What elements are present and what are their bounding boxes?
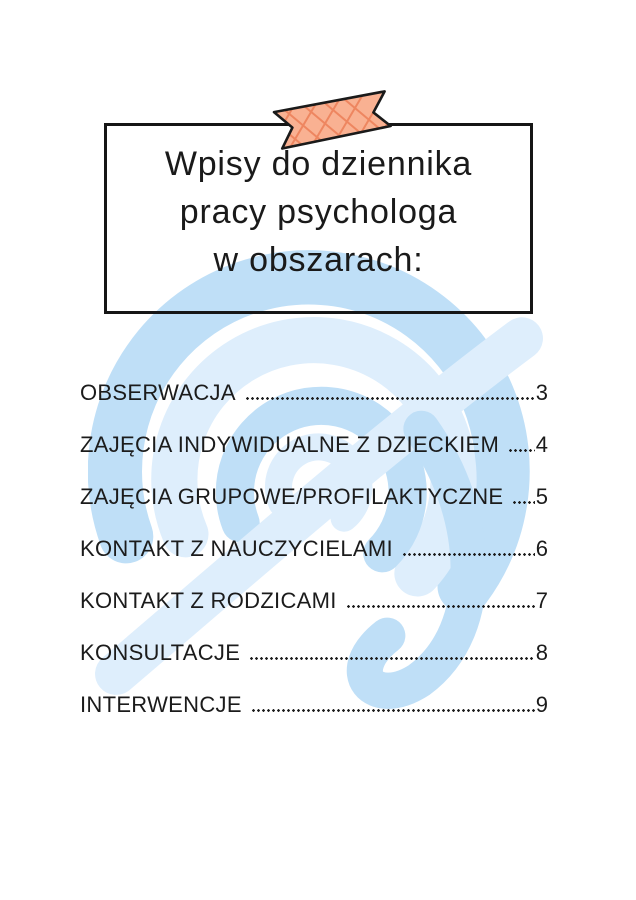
dot-leader xyxy=(249,655,535,662)
toc-entry xyxy=(80,692,548,718)
toc-entry xyxy=(80,380,548,406)
toc-entry xyxy=(80,432,548,458)
toc-entry-label: KONTAKT Z RODZICAMI xyxy=(80,588,337,613)
toc-entry-page-number: 4 xyxy=(535,432,548,457)
toc-entry-label: ZAJĘCIA INDYWIDUALNE Z DZIECKIEM xyxy=(80,432,500,457)
dot-leader xyxy=(245,395,535,402)
dot-leader xyxy=(251,707,535,714)
page-title-line-3: w obszarach: xyxy=(213,241,424,279)
toc-entry-page-number: 6 xyxy=(535,536,548,561)
toc-entry-page-number: 7 xyxy=(535,588,548,613)
page-title-line-1: Wpisy do dziennika xyxy=(164,145,473,183)
toc-entry-page-number: 8 xyxy=(535,640,548,665)
toc-entry-label: KONTAKT Z NAUCZYCIELAMI xyxy=(80,536,393,561)
dot-leader xyxy=(512,499,534,506)
toc-list xyxy=(80,380,548,744)
toc-entry xyxy=(80,640,548,666)
toc-entry-label: ZAJĘCIA GRUPOWE/PROFILAKTYCZNE xyxy=(80,484,504,509)
title-card xyxy=(104,123,533,314)
page-title-line-2: pracy psychologa xyxy=(179,193,458,231)
toc-entry xyxy=(80,536,548,562)
toc-entry-label: OBSERWACJA xyxy=(80,380,236,405)
dot-leader xyxy=(402,551,535,558)
dot-leader xyxy=(508,447,535,454)
dot-leader xyxy=(346,603,535,610)
toc-entry xyxy=(80,484,548,510)
toc-entry-label: KONSULTACJE xyxy=(80,640,241,665)
toc-entry xyxy=(80,588,548,614)
toc-entry-label: INTERWENCJE xyxy=(80,692,242,717)
toc-entry-page-number: 3 xyxy=(535,380,548,405)
toc-entry-page-number: 9 xyxy=(535,692,548,717)
toc-entry-page-number: 5 xyxy=(535,484,548,509)
washi-tape-icon xyxy=(268,87,399,156)
